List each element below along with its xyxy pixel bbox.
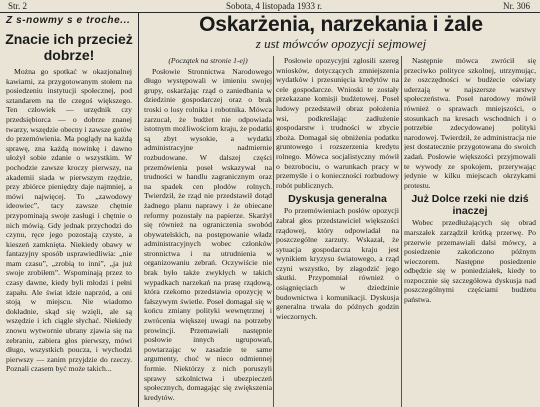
article-column-3-text-top: Następnie mówca zwrócił się przeciwko polityce szkolnej, utrzymując, że oszczędności w budżecie oświaty uderzają w najszersze warstwy społeczeństwa. Poseł narodowy mówił również o sprawach mniejszości, o stosunkach na kresach wschodnich i o potrzebie zdecydowanej polityki narodowej. Twierdził, że administracja nie jest dostatecznie przygotowana do swoich zadań. Posłowie większości przyjmowali te wywody ze spokojem, przerywając jedynie w kilku miejscach okrzykami protestu. [404, 56, 536, 190]
section-heading-secondary: Już Dolce rzeki nie dziś inaczej [411, 193, 529, 218]
left-column-kicker: Z s‑nowmy s e troche... [6, 15, 131, 26]
left-column-title: Znacie ich przecież dobrze! [5, 31, 133, 63]
article-column-2 [276, 56, 399, 407]
article-column-2-text-top: Posłowie opozycyjni zgłosili szereg wniosków, dotyczących zmniejszenia wydatków i przesunięcia kredytów na cele gospodarcze. Wnioski te zostały przekazane komisji budżetowej. Poseł ludowy przedstawił obraz położenia wsi, podkreślając zadłużenie gospodarstw i trudności w zbycie zboża. Domagał się obniżenia podatku gruntowego i rozszerzenia kredytu rolnego. Mówca socjalistyczny mówił o bezrobociu, o warunkach pracy w przemyśle i o konieczności rozbudowy robót publicznych. [276, 56, 399, 190]
article-column-1 [144, 56, 272, 407]
main-subheadline: z ust mówców opozycji sejmowej [255, 36, 427, 51]
issue-date: Sobota, 4 listopada 1933 r. [226, 1, 322, 11]
column-rule [401, 56, 402, 407]
article-column-1-text: Posłowie Stronnictwa Narodowego długo występowali w imieniu swojej grupy, oskarżając rząd o zaniedbania w dziedzinie gospodarczej oraz o brak troski o losy rolnika i robotnika. Mówca zarzucał, że budżet nie odpowiada istotnym możliwościom kraju, że podatki są zbyt wysokie, a wydatki administracyjne nadmiernie rozbudowane. W dalszej części przemówienia poseł wskazywał na trudności w handlu zagranicznym oraz na spadek cen płodów rolnych. Twierdził, że rząd nie przedstawił dotąd żadnego planu naprawy i że obiecane reformy pozostały na papierze. Skarżył się również na ograniczenia swobód obywatelskich, na postępowanie władz administracyjnych wobec członków stronnictwa i na utrudnienia w organizowaniu zebrań. Oczywiście nie brak było także zwykłych w takich wypadkach narzekań na prasę rządową, która rzekomo przedstawia opozycję w fałszywym świetle. Poseł domagał się w końcu zmiany polityki wewnętrznej i zwrócenia większej uwagi na potrzeby prowincji. Przemawiali następnie posłowie innych ugrupowań, powtarzając w zasadzie te same argumenty, choć w nieco odmiennej formie. Niektórzy z nich poruszyli sprawy szkolnictwa i ubezpieczeń społecznych, domagając się zwiększenia kredytów. [144, 66, 272, 402]
section-heading-debate: Dyskusja generalna [288, 193, 387, 206]
main-headline-block [142, 14, 540, 54]
issue-number: Nr. 306 [503, 1, 530, 11]
page-number: Str. 2 [8, 1, 28, 11]
article-column-3 [404, 56, 536, 407]
continued-note: (Początek na stronie 1-ej) [168, 56, 248, 65]
column-rule [273, 56, 274, 407]
left-column-article [0, 12, 139, 407]
article-column-3-text-bottom: Wobec przedłużających się obrad marszałek zarządził krótką przerwę. Po przerwie przemawiali dalsi mówcy, a posiedzenie zakończono późnym wieczorem. Następne posiedzenie odbędzie się w poniedziałek, kiedy to rozpocznie się szczegółowa dyskusja nad poszczególnymi częściami budżetu państwa. [404, 218, 536, 305]
article-column-2-text-bottom: Po przemówieniach posłów opozycji zabrał głos przedstawiciel większości rządowej, który odpowiadał na poszczególne zarzuty. Wskazał, że sytuacja gospodarcza kraju jest wynikiem kryzysu światowego, a rząd czyni wszystko, by złagodzić jego skutki. Przypomniał również o osiągnięciach w dziedzinie budownictwa i komunikacji. Dyskusja generalna trwała do późnych godzin wieczornych. [276, 206, 399, 321]
left-column-text: Można go spotkać w okazjonalnej kawiarni, za przygotowanym stołem na posiedzeniu instytucji społecznej, pod sztandarem na tle czegoś większego. Ten człowiek — urzędnik czy przedsiębiorca — o dobrze znanej twarzy, wszędzie obecny i zawsze gotów do przemówienia. Ma poglądy na każdą sprawę, zna każdą nowinkę i dawno ułożył sobie zdanie o wszystkim. W pochodzie zawsze kroczy pierwszy, na akademii siada w pierwszym rzędzie, przy zbiórce pieniędzy daje najmniej, a mówi najwięcej. To „zawodowy ideowiec”, tacy zawsze chętnie przypominają swoje zasługi i chętnie o nich mówią. Gdy jednak przychodzi do czynu, ręce jego pozostają czyste, a kieszeń zamknięta. Niekiedy obawy w fantazyjny sposób usprawiedliwia: „nie mam czasu”, „zrobią to inni”, „ja już swoje zrobiłem”. Wspominają przez to czasy dawne, kiedy byli młodzi i pełni zapału. Ale świat idzie naprzód, a oni stoją w miejscu. Nie wiadomo dokładnie, skąd się wzięli, ale są wszędzie i ich ciągle słychać. Niekiedy znowu wytwornie ubrany zjawia się na zebraniu, zabiera głos pierwszy, mówi długo, wszystkich poucza, i wychodzi pierwszy — zanim przyjdzie do rzeczy. Poznali czasem być może takich... [6, 67, 132, 374]
left-column-body [0, 65, 138, 376]
main-headline: Oskarżenia, narzekania i żale [199, 13, 483, 36]
